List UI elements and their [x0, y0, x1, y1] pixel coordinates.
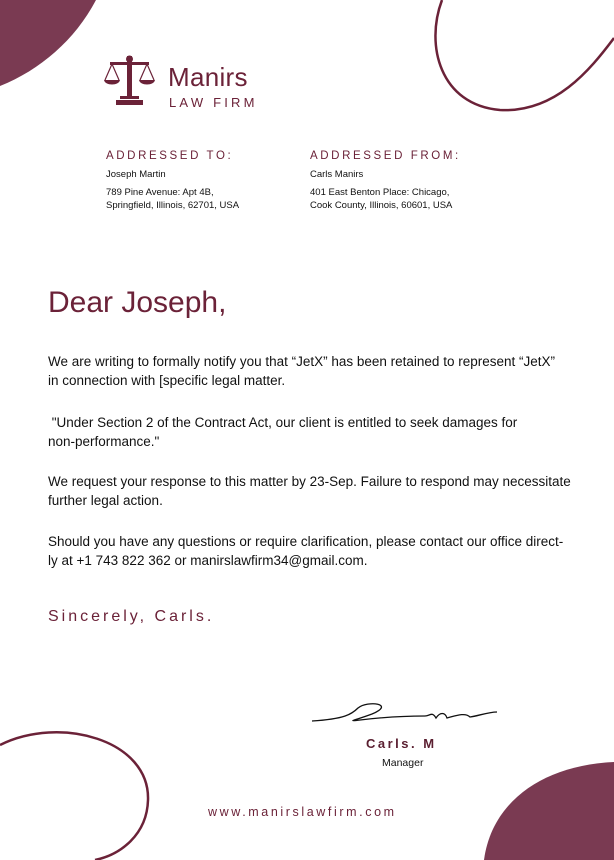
signatory-name: Carls. M — [366, 736, 437, 751]
sender-name: Carls Manirs — [310, 169, 364, 180]
signatory-title: Manager — [382, 757, 424, 769]
scales-of-justice-icon — [104, 56, 155, 106]
paragraph-line: Should you have any questions or require clarification, please contact our office direct- — [48, 534, 564, 549]
letter-paragraph — [48, 472, 588, 510]
addressed-to-heading: ADDRESSED TO: — [106, 150, 234, 162]
recipient-address-line: 789 Pine Avenue: Apt 4B, — [106, 187, 214, 198]
addressed-from-heading: ADDRESSED FROM: — [310, 150, 461, 162]
footer-website: www.manirslawfirm.com — [208, 805, 397, 819]
recipient-name: Joseph Martin — [106, 169, 166, 180]
firm-subtitle: LAW FIRM — [169, 95, 258, 110]
sender-address-line: 401 East Benton Place: Chicago, — [310, 187, 450, 198]
addressed-to-block — [106, 150, 239, 212]
paragraph-line: further legal action. — [48, 493, 163, 508]
letter-paragraph — [48, 352, 588, 390]
bottom-left-curve-line — [0, 732, 148, 860]
top-left-corner-shape — [0, 0, 96, 86]
letter-paragraph — [48, 532, 588, 570]
paragraph-line: in connection with [specific legal matter. — [48, 373, 286, 388]
paragraph-line: non-performance." — [48, 434, 160, 449]
letter-salutation: Dear Joseph, — [48, 286, 227, 319]
bottom-right-corner-shape — [484, 762, 614, 860]
addressed-from-block — [310, 150, 461, 212]
top-right-curve-line — [435, 0, 614, 110]
recipient-address-line: Springfield, Illinois, 62701, USA — [106, 200, 240, 211]
firm-name: Manirs — [168, 62, 248, 92]
paragraph-line: We request your response to this matter by 23-Sep. Failure to respond may necessitate — [48, 474, 571, 489]
paragraph-line: We are writing to formally notify you that “JetX” has been retained to represent “JetX” — [48, 354, 555, 369]
letter-paragraph — [48, 413, 588, 451]
letter-closing: Sincerely, Carls. — [48, 608, 215, 625]
paragraph-line: ly at +1 743 822 362 or manirslawfirm34@gmail.com. — [48, 553, 368, 568]
paragraph-line: "Under Section 2 of the Contract Act, our client is entitled to seek damages for — [48, 415, 518, 430]
sender-address-line: Cook County, Illinois, 60601, USA — [310, 200, 453, 211]
signature-mark — [312, 704, 497, 721]
